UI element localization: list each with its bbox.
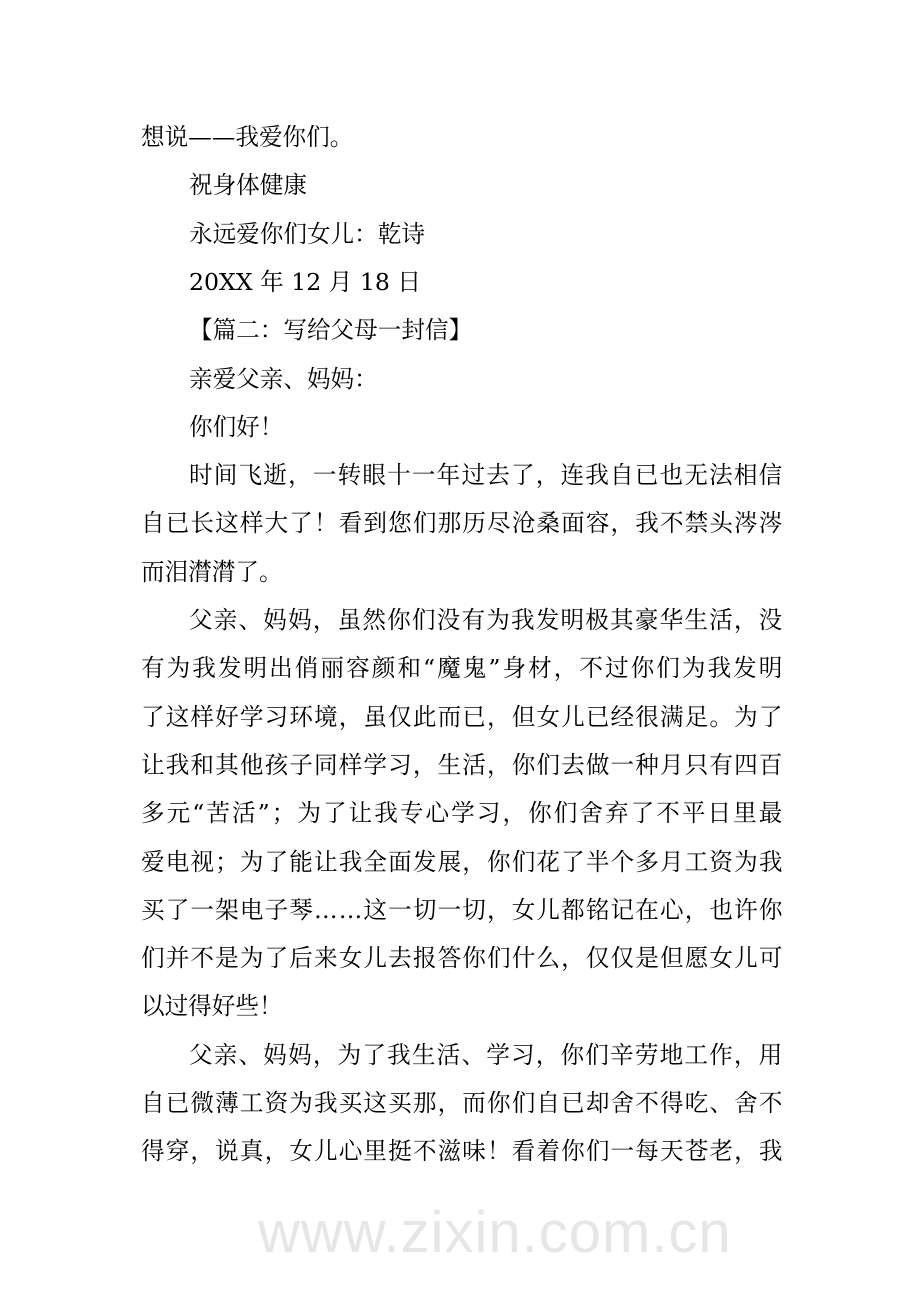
text-line: 得穿，说真，女儿心里挺不滋味！看着你们一每天苍老，我 bbox=[141, 1137, 784, 1166]
text-line: 而泪潸潸了。 bbox=[141, 557, 283, 586]
text-line: 永远爱你们女儿：乾诗 bbox=[189, 219, 425, 248]
text-line: 自已长这样大了！看到您们那历尽沧桑面容，我不禁头涔涔 bbox=[141, 509, 784, 538]
text-line: 了这样好学习环境，虽仅此而已，但女儿已经很满足。为了 bbox=[141, 702, 784, 731]
watermark: www.zixin.com.cn bbox=[258, 1200, 732, 1265]
text-line: 多元“苦活”；为了让我专心学习，你们舍弃了不平日里最 bbox=[141, 799, 785, 828]
text-line: 父亲、妈妈，虽然你们没有为我发明极其豪华生活，没 bbox=[189, 606, 784, 634]
text-line: 以过得好些！ bbox=[141, 992, 283, 1021]
text-line: 买了一架电子琴……这一切一切，女儿都铭记在心，也许你 bbox=[141, 895, 784, 924]
text-line: 想说——我爱你们。 bbox=[141, 123, 354, 151]
text-line: 20XX 年 12 月 18 日 bbox=[189, 267, 421, 296]
text-line: 爱电视；为了能让我全面发展，你们花了半个多月工资为我 bbox=[141, 847, 784, 876]
text-line: 自已微薄工资为我买这买那，而你们自已却舍不得吃、舍不 bbox=[141, 1089, 784, 1117]
text-line: 让我和其他孩子同样学习，生活，你们去做一种月只有四百 bbox=[141, 750, 784, 779]
text-line: 有为我发明出俏丽容颜和“魔鬼”身材，不过你们为我发明 bbox=[141, 654, 785, 683]
text-line: 时间飞逝，一转眼十一年过去了，连我自已也无法相信 bbox=[189, 461, 784, 490]
text-line: 祝身体健康 bbox=[189, 171, 307, 200]
text-line: 们并不是为了后来女儿去报答你们什么，仅仅是但愿女儿可 bbox=[141, 944, 784, 973]
text-line: 亲爱父亲、妈妈： bbox=[189, 364, 378, 393]
text-line: 【篇二：写给父母一封信】 bbox=[189, 316, 473, 345]
text-line: 你们好！ bbox=[189, 412, 284, 441]
text-line: 父亲、妈妈，为了我生活、学习，你们辛劳地工作，用 bbox=[189, 1040, 784, 1069]
